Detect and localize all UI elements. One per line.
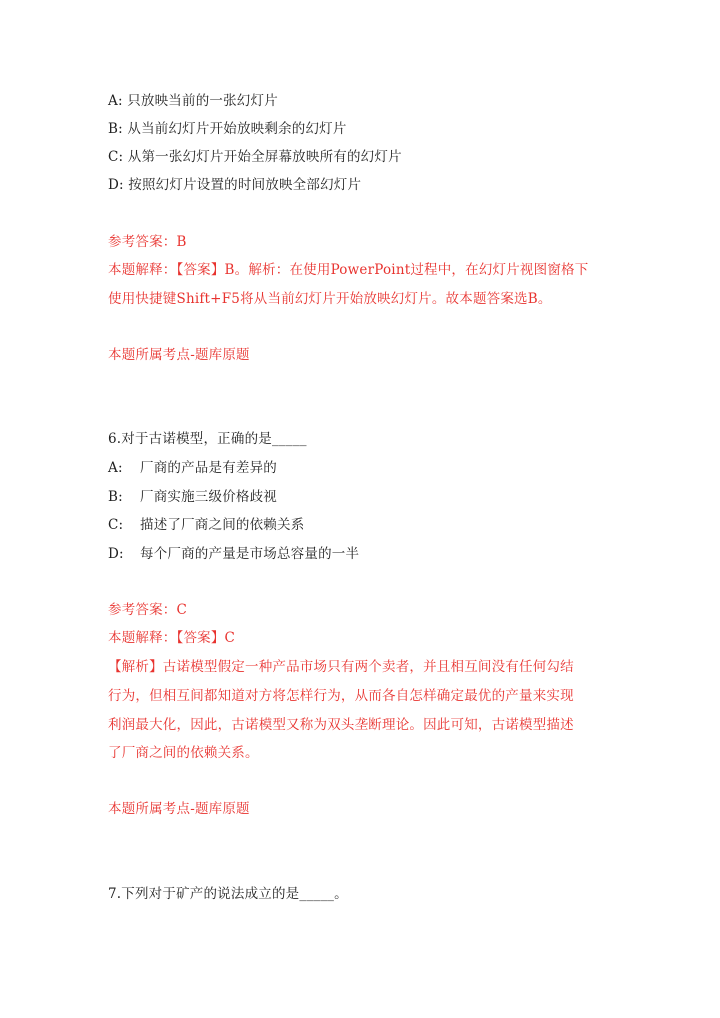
q5-explanation-line: 本题解释：【答案】B。解析：在使用PowerPoint过程中，在幻灯片视图窗格下 <box>108 262 589 278</box>
q5-explanation-line: 使用快捷键Shift+F5将从当前幻灯片开始放映幻灯片。故本题答案选B。 <box>108 291 552 307</box>
q6-explanation-line: 了厂商之间的依赖关系。 <box>108 745 259 761</box>
q6-explanation-line: 利润最大化，因此，古诺模型又称为双头垄断理论。因此可知，古诺模型描述 <box>108 717 574 733</box>
q7-stem: 7.下列对于矿产的说法成立的是_____。 <box>108 886 348 902</box>
q5-option-a <box>108 92 278 110</box>
option-label: C: <box>108 149 124 165</box>
option-text: 按照幻灯片设置的时间放映全部幻灯片 <box>128 177 362 193</box>
option-text: 从当前幻灯片开始放映剩余的幻灯片 <box>127 121 347 137</box>
option-label: B: <box>108 489 123 505</box>
option-text: 从第一张幻灯片开始全屏幕放映所有的幻灯片 <box>127 149 402 165</box>
q5-option-d <box>108 176 361 194</box>
q5-answer: 参考答案：B <box>108 234 187 250</box>
q6-option-b <box>108 488 277 506</box>
option-text: 每个厂商的产量是市场总容量的一半 <box>140 546 360 562</box>
q6-option-d <box>108 545 359 563</box>
q6-explanation-line: 行为，但相互间都知道对方将怎样行为，从而各自怎样确定最优的产量来实现 <box>108 688 574 704</box>
q6-explanation-line: 【解析】古诺模型假定一种产品市场只有两个卖者，并且相互间没有任何勾结 <box>108 659 574 675</box>
option-text: 厂商的产品是有差异的 <box>140 460 277 476</box>
q5-option-b <box>108 120 347 138</box>
option-label: C: <box>108 517 124 533</box>
option-label: D: <box>108 177 124 193</box>
q6-option-c <box>108 516 304 534</box>
option-text: 厂商实施三级价格歧视 <box>140 489 277 505</box>
q6-stem: 6.对于古诺模型，正确的是_____ <box>108 431 307 447</box>
q5-option-c <box>108 148 402 166</box>
option-label: D: <box>108 546 124 562</box>
option-text: 描述了厂商之间的依赖关系 <box>140 517 305 533</box>
option-label: A: <box>108 93 123 109</box>
q6-source: 本题所属考点-题库原题 <box>108 801 250 817</box>
q6-answer: 参考答案：C <box>108 602 188 618</box>
q6-option-a <box>108 459 277 477</box>
option-label: B: <box>108 121 123 137</box>
q5-source: 本题所属考点-题库原题 <box>108 347 250 363</box>
q6-explanation-header: 本题解释：【答案】C <box>108 630 236 646</box>
option-text: 只放映当前的一张幻灯片 <box>127 93 278 109</box>
option-label: A: <box>108 460 123 476</box>
